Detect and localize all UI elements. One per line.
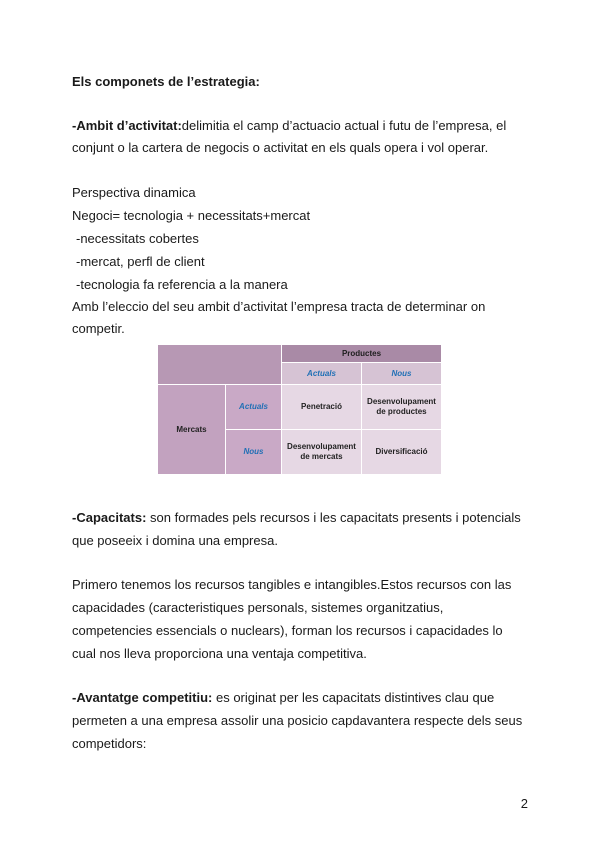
matrix-cell-desenv-mercats: Desenvolupament de mercats [282,430,362,475]
matrix-cell-diversificacio: Diversificació [362,430,442,475]
page-number: 2 [520,796,528,811]
ambit-text-2: conjunt o la cartera de negocis o activitat en els quals opera i vol operar. [72,140,489,155]
matrix-row-actuals: Actuals [226,385,282,430]
recursos-line-3: competencies essencials o nuclears), forman los recursos i capacidades lo [72,623,503,638]
recursos-line-2: capacidades (caracteristiques personals, sistemes organitzatius, [72,600,444,615]
capacitats-text-2: que poseeix i domina una empresa. [72,533,278,548]
matrix-cell-desenv-productes: Desenvolupament de productes [362,385,442,430]
perspectiva-line-3: -necessitats cobertes [76,231,199,246]
perspectiva-line-2: Negoci= tecnologia + necessitats+mercat [72,208,311,223]
ambit-paragraph-line-1 [72,118,506,134]
section-title: Els componets de l’estrategia: [72,74,260,89]
capacitats-line-1 [72,510,521,526]
capacitats-label: -Capacitats: [72,510,147,525]
ansoff-matrix [158,345,442,475]
matrix-header-productes: Productes [282,345,442,363]
matrix-col-nous: Nous [362,363,442,385]
ambit-label: -Ambit d’activitat: [72,118,182,133]
matrix-cell-penetracio: Penetració [282,385,362,430]
perspectiva-line-7: competir. [72,321,125,336]
perspectiva-line-6: Amb l’eleccio del seu ambit d’activitat l’empresa tracta de determinar on [72,299,486,314]
avantatge-text-2: permeten a una empresa assolir una posicio capdavantera respecte dels seus [72,713,523,728]
avantatge-text-1: es originat per les capacitats distintives clau que [212,690,495,705]
matrix-col-actuals: Actuals [282,363,362,385]
capacitats-text-1: son formades pels recursos i les capacitats presents i potencials [146,510,521,525]
perspectiva-line-4: -mercat, perfl de client [76,254,205,269]
perspectiva-line-5: -tecnologia fa referencia a la manera [76,277,288,292]
matrix-row-mercats: Mercats [158,385,226,475]
recursos-line-4: cual nos lleva proporciona una ventaja competitiva. [72,646,367,661]
avantatge-text-3: competidors: [72,736,147,751]
matrix-row-nous: Nous [226,430,282,475]
avantatge-line-1 [72,690,494,706]
avantatge-label: -Avantatge competitiu: [72,690,213,705]
perspectiva-line-1: Perspectiva dinamica [72,185,196,200]
ambit-text-1: delimitia el camp d’actuacio actual i futu de l’empresa, el [181,118,507,133]
matrix-corner [158,345,282,385]
recursos-line-1: Primero tenemos los recursos tangibles e intangibles.Estos recursos con las [72,577,512,592]
